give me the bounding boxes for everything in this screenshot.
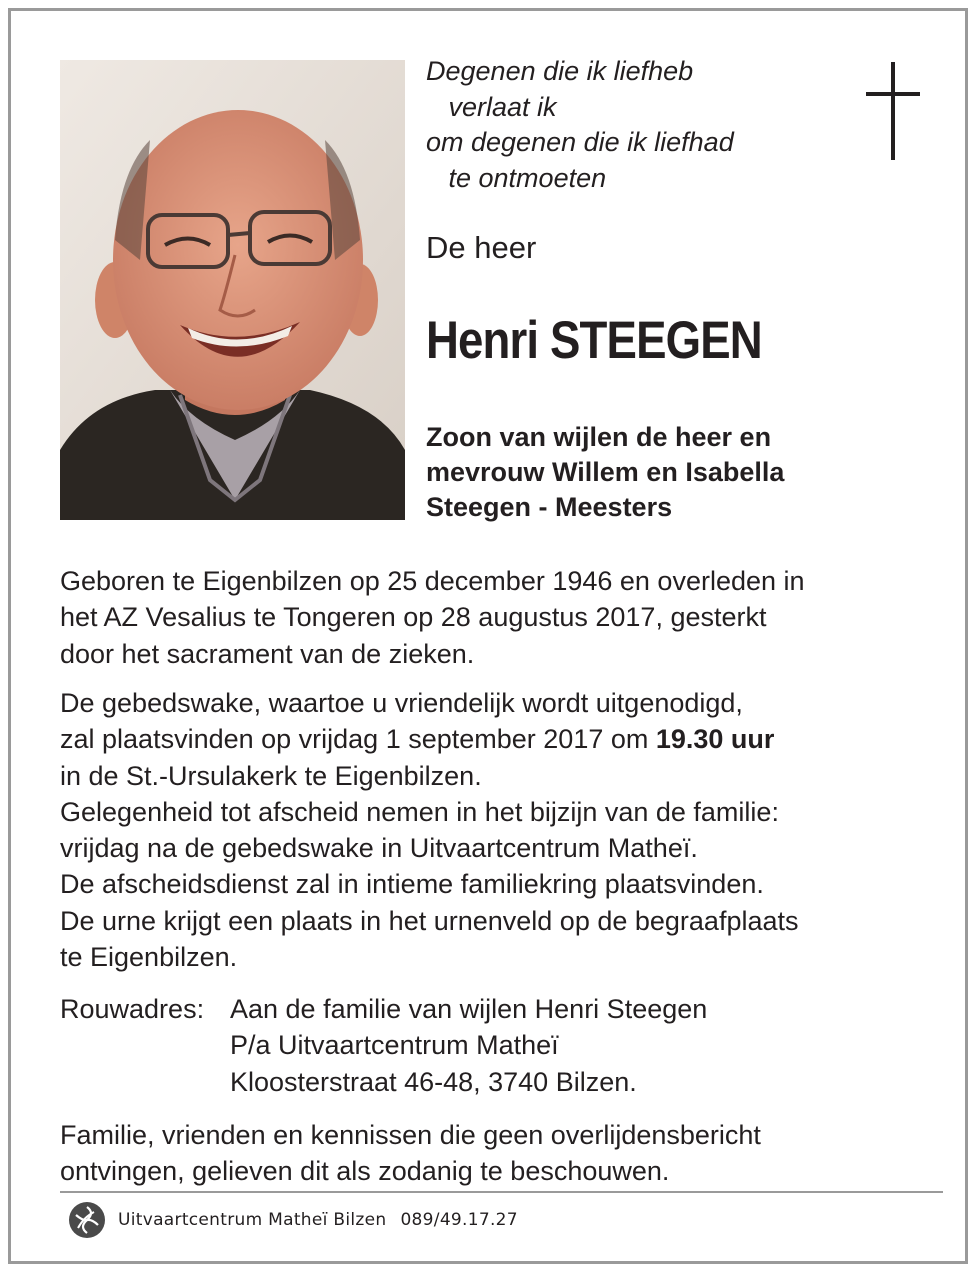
funeral-home-logo-icon [68, 1201, 106, 1239]
text-line: het AZ Vesalius te Tongeren op 28 augustus 2017, gesterkt [60, 602, 767, 633]
text-line: ontvingen, gelieven dit als zodanig te beschouwen. [60, 1156, 670, 1187]
poem-line: Degenen die ik liefheb [426, 56, 694, 86]
text-line: De afscheidsdienst zal in intieme familiekring plaatsvinden. [60, 869, 764, 900]
honorific: De heer [426, 230, 537, 265]
footer-divider [60, 1191, 943, 1193]
cross-icon [862, 62, 924, 160]
address-line: Aan de familie van wijlen Henri Steegen [230, 994, 708, 1024]
parents-line: mevrouw Willem en Isabella [426, 457, 785, 487]
text-line: De urne krijgt een plaats in het urnenveld op de begraafplaats [60, 905, 799, 936]
memorial-poem [426, 54, 734, 196]
text-line: vrijdag na de gebedswake in Uitvaartcentrum Matheï. [60, 833, 698, 864]
text-line: Gelegenheid tot afscheid nemen in het bijzijn van de familie: [60, 796, 779, 827]
poem-line: om degenen die ik liefhad [426, 127, 734, 157]
address-line: P/a Uitvaartcentrum Matheï [230, 1030, 559, 1061]
parents-line: Steegen - Meesters [426, 492, 673, 522]
poem-line: verlaat ik [426, 91, 557, 122]
address-row [60, 1027, 940, 1063]
text-line: in de St.-Ursulakerk te Eigenbilzen. [60, 760, 482, 791]
address-label: Rouwadres: [60, 994, 205, 1024]
text-line: te Eigenbilzen. [60, 942, 238, 973]
address-row [60, 1064, 940, 1100]
parents-text [426, 420, 906, 525]
address-line: Kloosterstraat 46-48, 3740 Bilzen. [230, 1066, 637, 1097]
address-indent [60, 1027, 230, 1063]
text-line: Geboren te Eigenbilzen op 25 december 1946 en overleden in [60, 566, 805, 596]
portrait-photo [60, 60, 405, 520]
family-note [60, 1117, 940, 1190]
company-phone: 089/49.17.27 [400, 1210, 518, 1230]
poem-line: te ontmoeten [426, 162, 607, 193]
wake-paragraph [60, 685, 940, 975]
text-line: Familie, vrienden en kennissen die geen overlijdensbericht [60, 1120, 761, 1150]
mourning-address [60, 991, 940, 1100]
parents-line: Zoon van wijlen de heer en [426, 422, 772, 452]
text-line [60, 721, 940, 757]
address-row [60, 991, 940, 1027]
text-line: door het sacrament van de zieken. [60, 638, 475, 669]
footer [68, 1200, 518, 1240]
address-indent [60, 1064, 230, 1100]
wake-time: 19.30 uur [655, 724, 775, 755]
text-line: De gebedswake, waartoe u vriendelijk wordt uitgenodigd, [60, 688, 743, 718]
deceased-name: Henri STEEGEN [426, 311, 762, 370]
company-name: Uitvaartcentrum Matheï Bilzen [118, 1210, 387, 1230]
birth-death-paragraph [60, 563, 940, 672]
wake-date-text: zal plaatsvinden op vrijdag 1 september 2017 om [60, 724, 656, 755]
